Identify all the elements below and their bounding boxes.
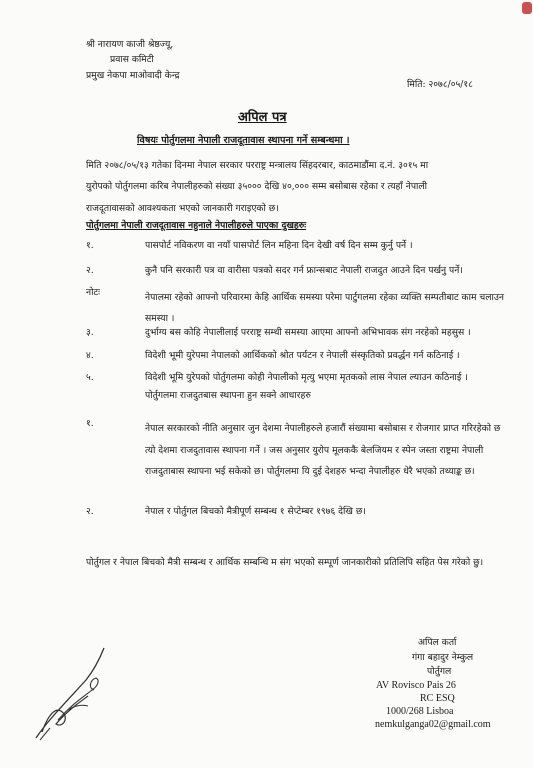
sender-org: प्रमुख नेकपा माओवादी केन्द्र (86, 70, 180, 81)
red-tab-mark (522, 2, 532, 14)
letter-title: अपिल पत्र (238, 110, 287, 125)
basis-num-2: २. (86, 506, 94, 517)
problem-num-4: ४. (86, 350, 94, 361)
intro-line-3: राजदूतावासको आवश्यकता भएको जानकारी गराइएको छ। (86, 203, 279, 214)
basis-heading: पोर्तुगलमा राजदुतबास स्थापना हुन सक्ने आधारहरु (145, 390, 311, 401)
sender-name: श्री नारायण काजी श्रेष्ठज्यू, (86, 39, 174, 50)
appellant-country: पोर्तुगल (427, 666, 452, 677)
letter-date: मिति: २०७८/०५/१८ (407, 79, 473, 90)
intro-line-1: मिति २०७८/०५/१३ गतेका दिनमा नेपाल सरकार परराष्ट्र मन्त्रालय सिंहदरबार, काठमाडौंमा द.नं. ३०१५ मा (86, 160, 429, 171)
problems-heading: पोर्तुगलमा नेपाली राजदूतावास नहुनाले नेपालीहरुले पाएका दुखहरुः (86, 220, 307, 231)
closing-paragraph: पोर्तुगल र नेपाल बिचको मैत्री सम्बन्ध र आर्थिक सम्बन्धि म संग भएको सम्पूर्ण जानकारीको प्रतिलिपि सहित पेस गरेको छु। (86, 557, 484, 568)
appellant-address-3: 1000/268 Lisboa (386, 706, 454, 717)
appellant-address-2: RC ESQ (420, 693, 455, 704)
appellant-address-1: AV Rovisco Pais 26 (376, 680, 456, 691)
problem-num-note: नोटः (86, 287, 100, 298)
intro-line-2: युरोपको पोर्तुगलमा करिब नेपालीहरुको संख्या ३५००० देखि ४०,००० सम्म बसोबास रहेका र त्यहाँ नेपाली (86, 181, 428, 192)
problem-num-2: २. (86, 265, 94, 276)
problem-text-3: दुर्भाग्य बस कोहि नेपालीलाई परराष्ट्र सम्धी समस्या आएमा आफ्नो अभिभावक संग नरहेको महसुस । (145, 327, 471, 338)
problem-num-5: ५. (86, 372, 94, 383)
sender-committee: प्रवास कमिटी (110, 54, 154, 65)
problem-text-1: पासपोर्ट नविकरण वा नयाँ पासपोर्ट लिन महिना दिन देखी वर्ष दिन सम्म कुर्नु पर्ने । (145, 240, 413, 251)
appellant-email: nemkulganga02@gmail.com (375, 719, 491, 730)
appellant-name: गंगा बहादुर नेम्कुल (412, 652, 474, 663)
letter-subject: विषयः पोर्तुगलमा नेपाली राजदूतावास स्थापना गर्ने सम्बन्धमा । (137, 135, 350, 146)
basis-num-1: १. (86, 418, 94, 429)
problem-text-4: विदेशी भूमी युरेपमा नेपालको आर्थिकको श्रोत पर्यटन र नेपाली संस्कृतिको प्रवर्द्धन गर्न कठिनाई । (145, 350, 460, 361)
problem-num-1: १. (86, 240, 94, 251)
appellant-label: अपिल कर्ता (418, 637, 457, 648)
problem-text-note: नेपालमा रहेको आफ्नो परिवारमा केहि आर्थिक समस्या परेमा पार्टुगलमा रहेका व्यक्ति सम्पतीबाट काम चलाउन समस्या । (145, 292, 504, 324)
problem-num-3: ३. (86, 327, 94, 338)
basis-text-2: नेपाल र पोर्तुगल बिचको मैत्रीपूर्ण सम्बन्ध १ सेप्टेम्बर १९७६ देखि छ। (145, 506, 366, 517)
problem-text-2: कुनै पनि सरकारी पत्र वा वारीसा पत्रको सदर गर्न फ्रान्सबाट नेपाली राजदुत आउने दिन पर्खनु पर्ने। (145, 265, 463, 276)
handwritten-signature (28, 640, 118, 750)
problem-text-5: विदेशी भूमि युरेपको पोर्तुगलमा कोही नेपालीको मृत्यु भएमा मृतकको लास नेपाल ल्याउन कठिनाई । (145, 372, 468, 383)
basis-text-1: नेपाल सरकारको नीति अनुसार जुन देशमा नेपालीहरुले हजारौं संख्यामा बसोबास र रोजगार प्राप्त गरिरहेको छ त्यो देशमा राजदुतावास स्थापना गर्ने । जस अनुसार युरोप मूलककै बेलजियम र स्पेन जस्ता राष्ट्रमा नेपाली राजदुताबास स्थापना भई सकेको छ। पोर्तुगलमा यि दुई देशहरु भन्दा नेपालीहरु धेरै भएको तथ्याङ्क छ। (145, 423, 501, 477)
